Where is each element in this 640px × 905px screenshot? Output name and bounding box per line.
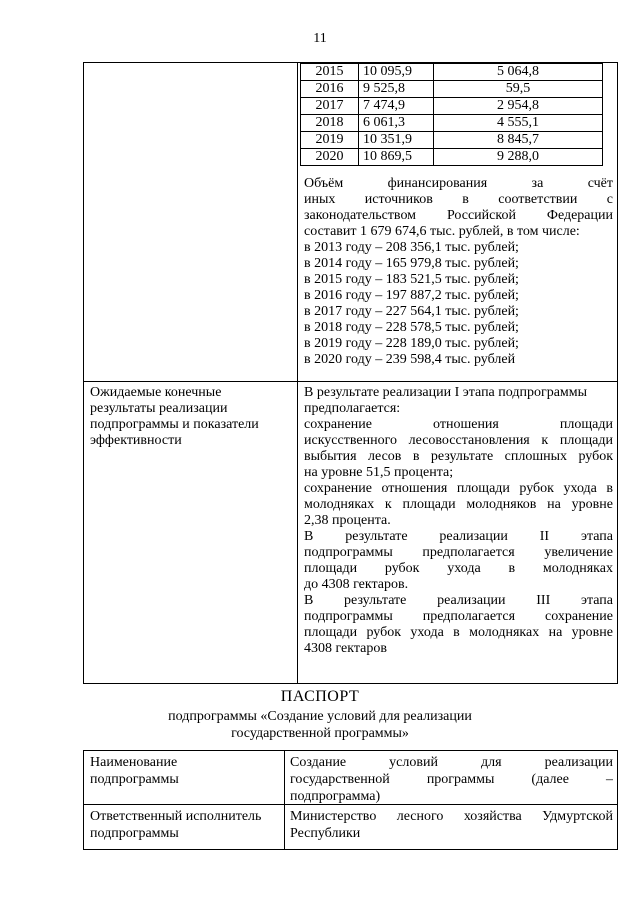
- label-line: подпрограммы: [90, 826, 179, 841]
- text-line: Объём финансирования за счёт: [304, 176, 613, 191]
- value-cell: 7 474,9: [359, 98, 434, 115]
- text-line: площади рубок ухода в молодняках: [304, 561, 613, 576]
- yearly-line: в 2020 году – 239 598,4 тыс. рублей: [304, 352, 516, 367]
- value-cell: 9 288,0: [434, 149, 603, 166]
- value-cell: 59,5: [434, 81, 603, 98]
- funding-row: [301, 132, 603, 149]
- executor-label: [90, 808, 280, 842]
- yearly-line: в 2013 году – 208 356,1 тыс. рублей;: [304, 240, 519, 255]
- label-line: эффективности: [90, 433, 182, 448]
- funding-row: [301, 81, 603, 98]
- passport-subtitle: [0, 708, 640, 742]
- yearly-line: в 2014 году – 165 979,8 тыс. рублей;: [304, 256, 519, 271]
- yearly-line: в 2017 году – 227 564,1 тыс. рублей;: [304, 304, 519, 319]
- funding-row: [301, 98, 603, 115]
- text-line: площади рубок ухода в молодняках на уровне: [304, 625, 613, 640]
- value-cell: 10 351,9: [359, 132, 434, 149]
- funding-row: [301, 149, 603, 166]
- year-cell: 2018: [301, 115, 359, 132]
- text-line: выбытия лесов в результате сплошных рубок: [304, 449, 613, 464]
- other-sources-block: [304, 176, 613, 368]
- label-line: Наименование: [90, 755, 178, 770]
- year-cell: 2016: [301, 81, 359, 98]
- text-line: иных источников в соответствии с: [304, 192, 613, 207]
- text-line: 4308 гектаров: [304, 641, 388, 656]
- page-number: 11: [313, 31, 327, 46]
- text-line: составит 1 679 674,6 тыс. рублей, в том числе:: [304, 224, 580, 239]
- text-line: сохранение отношения площади: [304, 417, 613, 432]
- expected-results-label: [90, 385, 292, 449]
- column-divider: [284, 751, 285, 849]
- text-line: В результате реализации II этапа: [304, 529, 613, 544]
- text-line: сохранение отношения площади рубок ухода в: [304, 481, 613, 496]
- year-cell: 2015: [301, 64, 359, 81]
- value-cell: 4 555,1: [434, 115, 603, 132]
- funding-row: [301, 64, 603, 81]
- value-cell: 9 525,8: [359, 81, 434, 98]
- label-line: Ожидаемые конечные: [90, 385, 222, 400]
- text-line: В результате реализации III этапа: [304, 593, 613, 608]
- yearly-line: в 2016 году – 197 887,2 тыс. рублей;: [304, 288, 519, 303]
- text-line: 2,38 процента.: [304, 513, 391, 528]
- text-line: подпрограммы предполагается увеличение: [304, 545, 613, 560]
- passport-title: ПАСПОРТ: [280, 688, 360, 705]
- funding-row: [301, 115, 603, 132]
- value-cell: 6 061,3: [359, 115, 434, 132]
- value-cell: 2 954,8: [434, 98, 603, 115]
- value-cell: 10 869,5: [359, 149, 434, 166]
- text-line: законодательством Российской Федерации: [304, 208, 613, 223]
- row-divider: [84, 381, 617, 382]
- year-cell: 2017: [301, 98, 359, 115]
- column-divider: [297, 63, 298, 683]
- label-line: Ответственный исполнитель: [90, 809, 262, 824]
- label-line: результаты реализации: [90, 401, 228, 416]
- text-line: Создание условий для реализации: [290, 755, 613, 770]
- text-line: подпрограммы предполагается сохранение: [304, 609, 613, 624]
- label-line: подпрограммы и показатели: [90, 417, 259, 432]
- value-cell: 5 064,8: [434, 64, 603, 81]
- text-line: подпрограмма): [290, 789, 381, 804]
- subtitle-line: государственной программы»: [231, 726, 409, 741]
- text-line: на уровне 51,5 процента;: [304, 465, 454, 480]
- subprogram-name-value: [290, 754, 613, 805]
- text-line: государственной программы (далее –: [290, 772, 613, 787]
- text-line: предполагается:: [304, 401, 401, 416]
- yearly-line: в 2015 году – 183 521,5 тыс. рублей;: [304, 272, 519, 287]
- text-line: до 4308 гектаров.: [304, 577, 409, 592]
- text-line: В результате реализации I этапа подпрограммы: [304, 385, 588, 400]
- year-cell: 2019: [301, 132, 359, 149]
- text-line: Министерство лесного хозяйства Удмуртской: [290, 809, 613, 824]
- expected-results-text: [304, 385, 613, 657]
- lower-table: [83, 750, 618, 850]
- subtitle-line: подпрограммы «Создание условий для реализации: [168, 709, 472, 724]
- label-line: подпрограммы: [90, 772, 179, 787]
- text-line: Республики: [290, 826, 361, 841]
- value-cell: 8 845,7: [434, 132, 603, 149]
- subprogram-name-label: [90, 754, 280, 788]
- yearly-line: в 2018 году – 228 578,5 тыс. рублей;: [304, 320, 519, 335]
- yearly-line: в 2019 году – 228 189,0 тыс. рублей;: [304, 336, 519, 351]
- year-cell: 2020: [301, 149, 359, 166]
- text-line: молодняках к площади молодняков на уровне: [304, 497, 613, 512]
- value-cell: 10 095,9: [359, 64, 434, 81]
- upper-table: [83, 62, 618, 684]
- text-line: искусственного лесовосстановления к площади: [304, 433, 613, 448]
- executor-value: [290, 808, 613, 842]
- funding-table: [300, 63, 603, 166]
